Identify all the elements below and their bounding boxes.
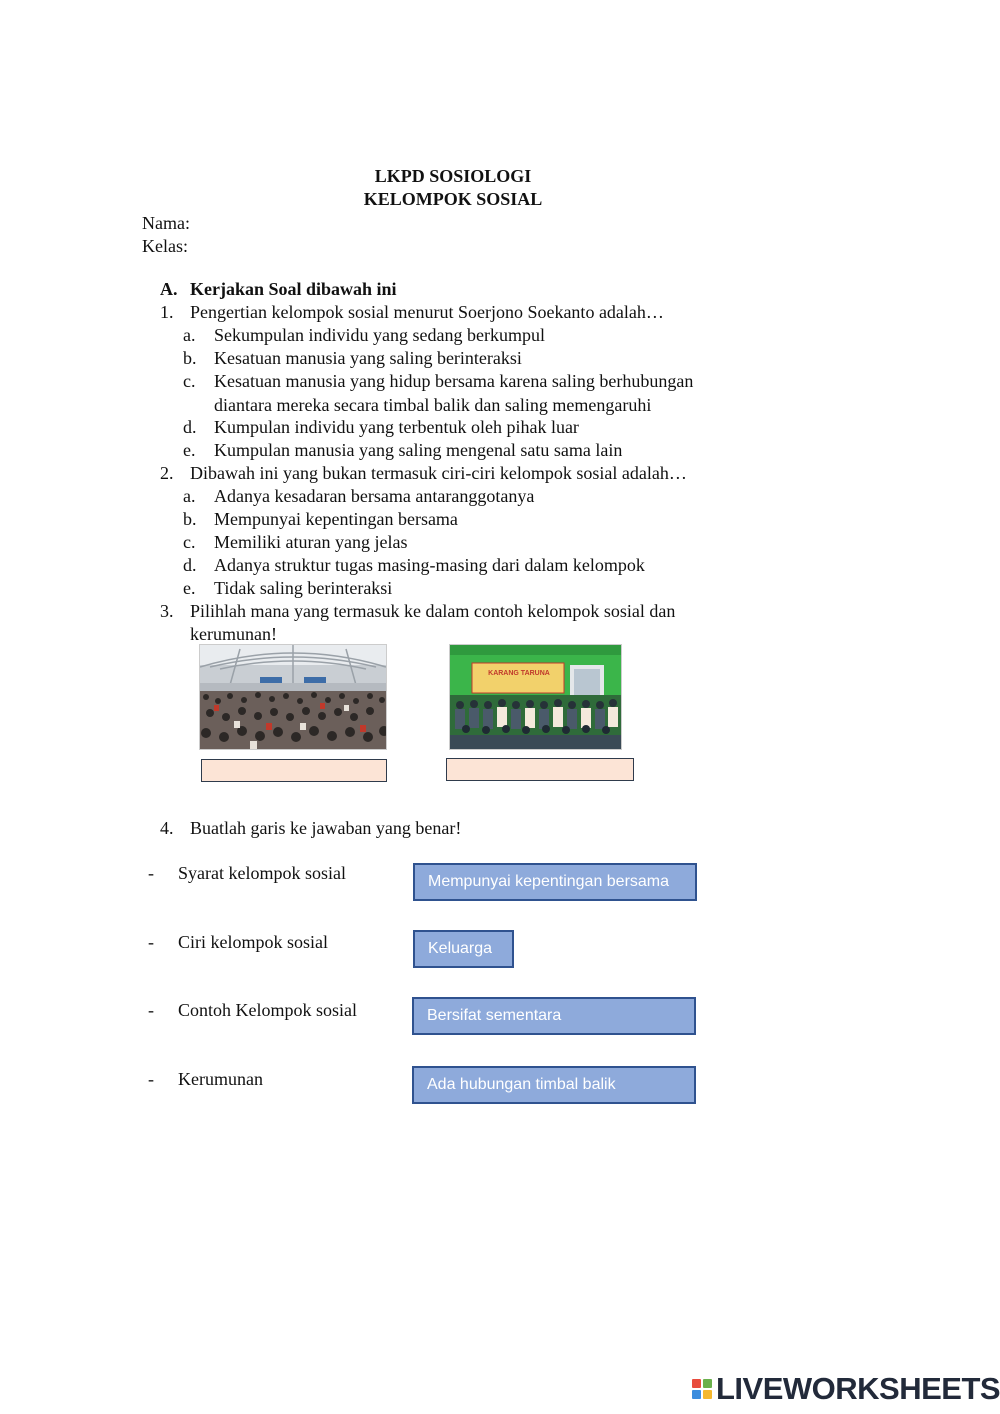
- option-text: Memiliki aturan yang jelas: [214, 532, 408, 552]
- match-left-item[interactable]: Kerumunan: [178, 1069, 263, 1089]
- option-letter: a.: [183, 325, 196, 345]
- crowd-photo-image: [200, 645, 386, 749]
- option-letter: e.: [183, 578, 196, 598]
- question-text: Pilihlah mana yang termasuk ke dalam contoh kelompok sosial dan: [190, 601, 676, 621]
- list-dash: -: [148, 1000, 154, 1020]
- liveworksheets-logo: [692, 1372, 1000, 1406]
- option-letter: e.: [183, 440, 196, 460]
- match-right-item[interactable]: Bersifat sementara: [412, 997, 696, 1035]
- question-number: 3.: [160, 601, 174, 621]
- option-text: Sekumpulan individu yang sedang berkumpul: [214, 325, 545, 345]
- question-text: Buatlah garis ke jawaban yang benar!: [190, 818, 462, 838]
- match-left-item[interactable]: Contoh Kelompok sosial: [178, 1000, 357, 1020]
- crowd-photo: [199, 644, 387, 750]
- option-text: Adanya struktur tugas masing-masing dari dalam kelompok: [214, 555, 645, 575]
- option-letter: d.: [183, 417, 197, 437]
- match-left-item[interactable]: Ciri kelompok sosial: [178, 932, 328, 952]
- banner-text: KARANG TARUNA: [488, 670, 550, 677]
- option-text-continued: diantara mereka secara timbal balik dan saling memengaruhi: [214, 395, 652, 415]
- option-letter: a.: [183, 486, 196, 506]
- page-title: LKPD SOSIOLOGI: [374, 166, 532, 186]
- section-heading: Kerjakan Soal dibawah ini: [190, 279, 397, 299]
- group-photo-image: [450, 645, 621, 749]
- list-dash: -: [148, 863, 154, 883]
- section-marker: A.: [160, 279, 178, 299]
- option-text: Kesatuan manusia yang hidup bersama karena saling berhubungan: [214, 371, 694, 391]
- match-left-item[interactable]: Syarat kelompok sosial: [178, 863, 346, 883]
- option-letter: d.: [183, 555, 197, 575]
- question-text: Pengertian kelompok sosial menurut Soerjono Soekanto adalah…: [190, 302, 664, 322]
- option-text: Mempunyai kepentingan bersama: [214, 509, 458, 529]
- option-letter: b.: [183, 509, 197, 529]
- question-number: 1.: [160, 302, 174, 322]
- answer-input-crowd[interactable]: [201, 759, 387, 782]
- question-text: Dibawah ini yang bukan termasuk ciri-ciri kelompok sosial adalah…: [190, 463, 687, 483]
- option-text: Kumpulan manusia yang saling mengenal satu sama lain: [214, 440, 623, 460]
- class-label: Kelas:: [142, 236, 188, 256]
- answer-input-group[interactable]: [446, 758, 634, 781]
- option-letter: c.: [183, 532, 196, 552]
- match-right-item[interactable]: Ada hubungan timbal balik: [412, 1066, 696, 1104]
- list-dash: -: [148, 932, 154, 952]
- question-text-continued: kerumunan!: [190, 624, 277, 644]
- match-right-item[interactable]: Mempunyai kepentingan bersama: [413, 863, 697, 901]
- question-number: 4.: [160, 818, 174, 838]
- question-number: 2.: [160, 463, 174, 483]
- logo-text: LIVEWORKSHEETS: [716, 1371, 1000, 1406]
- name-label: Nama:: [142, 213, 190, 233]
- option-text: Tidak saling berinteraksi: [214, 578, 393, 598]
- list-dash: -: [148, 1069, 154, 1089]
- option-text: Adanya kesadaran bersama antaranggotanya: [214, 486, 535, 506]
- option-letter: b.: [183, 348, 197, 368]
- page-subtitle: KELOMPOK SOSIAL: [363, 189, 543, 209]
- match-right-item[interactable]: Keluarga: [413, 930, 514, 968]
- logo-mark-icon: [692, 1379, 712, 1399]
- option-letter: c.: [183, 371, 196, 391]
- option-text: Kesatuan manusia yang saling berinteraksi: [214, 348, 522, 368]
- option-text: Kumpulan individu yang terbentuk oleh pihak luar: [214, 417, 579, 437]
- group-photo: [449, 644, 622, 750]
